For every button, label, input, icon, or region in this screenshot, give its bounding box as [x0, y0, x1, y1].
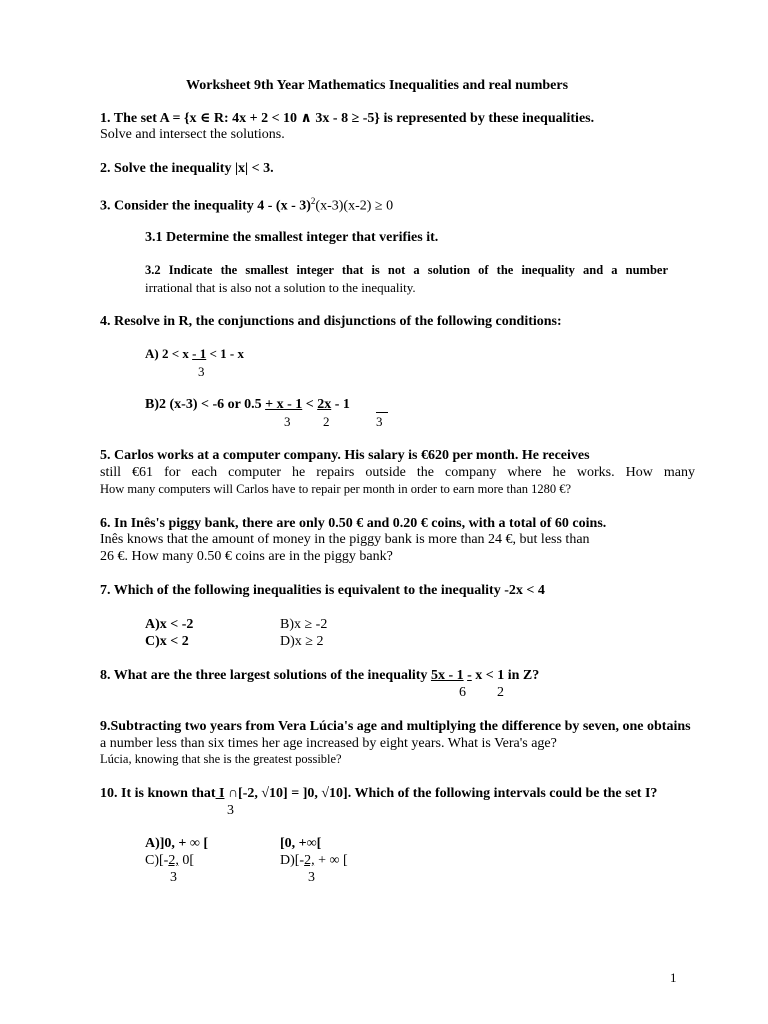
- q5-line2: still €61 for each computer he repairs outside the company where he works. How many: [100, 465, 695, 480]
- q3-sub2-line2: irrational that is also not a solution to the inequality.: [145, 280, 416, 295]
- q10-option-b: [0, +∞[: [280, 836, 322, 851]
- q4-option-b-denominator-3: 3: [376, 414, 383, 429]
- q7-option-a: A)x < -2: [145, 617, 194, 632]
- q4-heading: 4. Resolve in R, the conjunctions and disjunctions of the following conditions:: [100, 314, 562, 329]
- q9-line1: 9.Subtracting two years from Vera Lúcia's age and multiplying the difference by seven, one obtains: [100, 719, 691, 734]
- q3-sub2-line1: 3.2 Indicate the smallest integer that is not a solution of the inequality and a number: [145, 263, 668, 277]
- q10-option-d: D)[-2, + ∞ [: [280, 853, 348, 868]
- q10-option-c-denominator: 3: [170, 870, 177, 885]
- q9-line3: Lúcia, knowing that she is the greatest possible?: [100, 752, 342, 766]
- q10-option-a: A)]0, + ∞ [: [145, 836, 209, 851]
- q4-option-b: B)2 (x-3) < -6 or 0.5 + x - 1 < 2x - 1: [145, 397, 350, 412]
- q8-denominator-1: 6: [459, 685, 466, 700]
- q7-option-c: C)x < 2: [145, 634, 189, 649]
- q10-option-c: C)[-2, 0[: [145, 853, 194, 868]
- q10-heading: 10. It is known that I ∩[-2, √10] = ]0, √10]. Which of the following intervals could be the set I?: [100, 786, 658, 801]
- q4-option-a-denominator: 3: [198, 364, 205, 379]
- q6-line1: 6. In Inês's piggy bank, there are only 0.50 € and 0.20 € coins, with a total of 60 coins.: [100, 516, 607, 531]
- q7-option-b: B)x ≥ -2: [280, 617, 328, 632]
- q4-option-b-fraction-bar: [376, 400, 388, 413]
- q2-text: 2. Solve the inequality |x| < 3.: [100, 161, 274, 176]
- q10-heading-denominator: 3: [227, 803, 234, 818]
- q6-line3: 26 €. How many 0.50 € coins are in the piggy bank?: [100, 549, 393, 564]
- page-number: 1: [670, 970, 677, 985]
- worksheet-title: Worksheet 9th Year Mathematics Inequalities and real numbers: [186, 78, 569, 93]
- q9-line2: a number less than six times her age increased by eight years. What is Vera's age?: [100, 736, 557, 751]
- q8-denominator-2: 2: [497, 685, 504, 700]
- q1-line2: Solve and intersect the solutions.: [100, 127, 285, 142]
- q5-line1: 5. Carlos works at a computer company. His salary is €620 per month. He receives: [100, 448, 590, 463]
- q8-heading: 8. What are the three largest solutions of the inequality 5x - 1 - x < 1 in Z?: [100, 668, 540, 683]
- q3-sub1: 3.1 Determine the smallest integer that verifies it.: [145, 230, 439, 245]
- q4-option-a: A) 2 < x - 1 < 1 - x: [145, 346, 244, 361]
- q3-heading: 3. Consider the inequality 4 - (x - 3)$^2$(x-3)(x-2) ≥ 0: [100, 196, 394, 214]
- q4-option-b-denominator-2: 2: [323, 414, 330, 429]
- q4-option-b-denominator-1: 3: [284, 414, 291, 429]
- q10-option-d-denominator: 3: [308, 870, 315, 885]
- q6-line2: Inês knows that the amount of money in the piggy bank is more than 24 €, but less than: [100, 532, 590, 547]
- q1-line1: 1. The set A = {x ∈ R: 4x + 2 < 10 ∧ 3x - 8 ≥ -5} is represented by these inequalities.: [100, 111, 595, 126]
- q5-line3: How many computers will Carlos have to repair per month in order to earn more than 1280 €?: [100, 482, 572, 496]
- q7-option-d: D)x ≥ 2: [280, 634, 324, 649]
- q7-heading: 7. Which of the following inequalities is equivalent to the inequality -2x < 4: [100, 583, 545, 598]
